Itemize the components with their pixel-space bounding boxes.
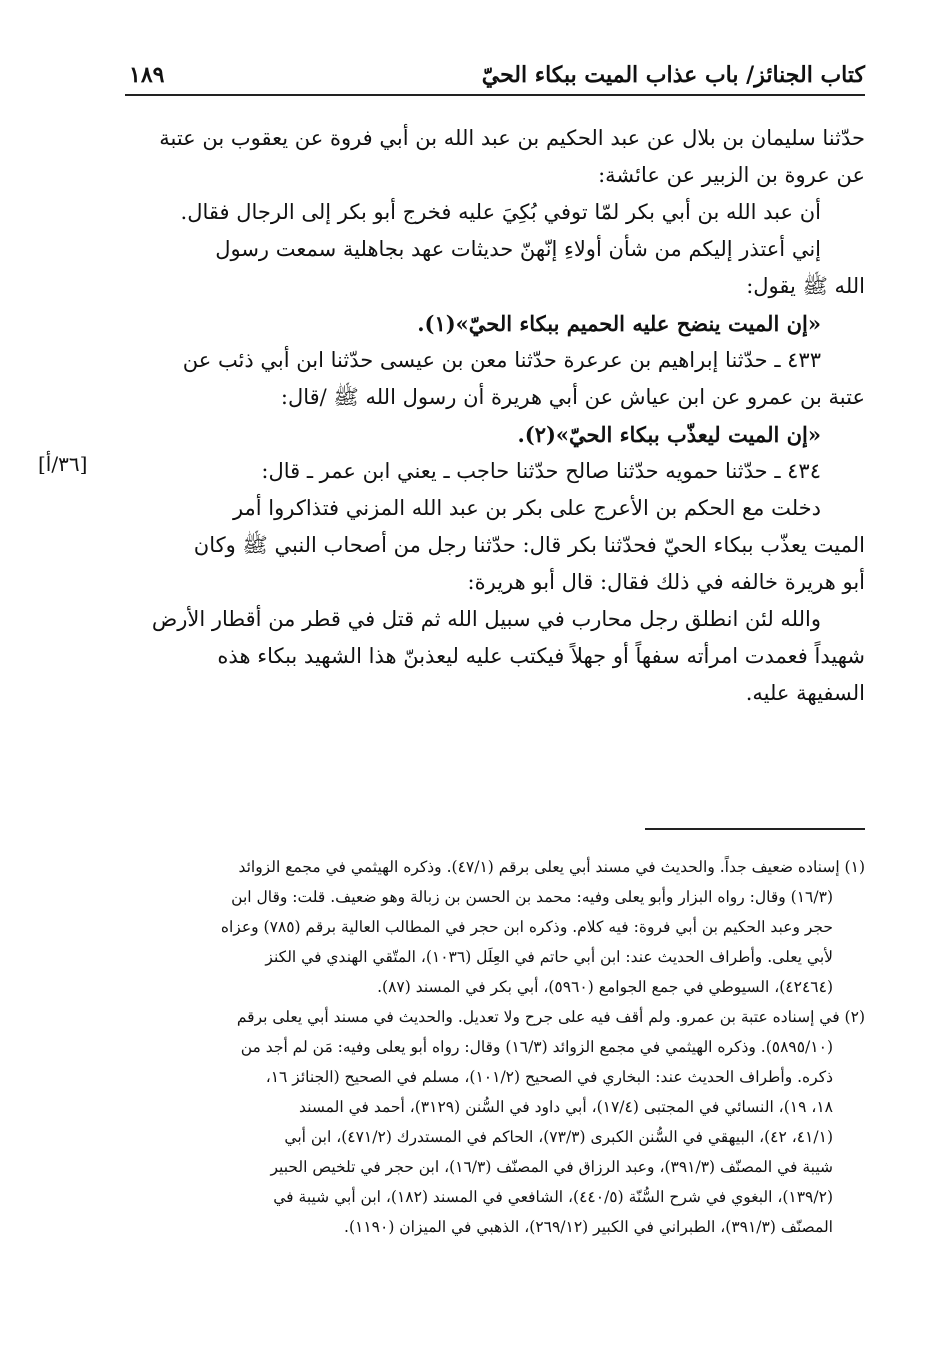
footnotes	[125, 852, 865, 1242]
footnote-line: (١) إسناده ضعيف جداً. والحديث في مسند أبي يعلى برقم (٤٧/١). وذكره الهيثمي في مجمع الزوائد	[238, 858, 865, 876]
page-number: ١٨٩	[129, 62, 165, 88]
manuscript-folio-note: [٣٦/أ]	[38, 452, 88, 476]
footnote-line: (١٣٩/٢)، البغوي في شرح السُّنّة (٤٤٠/٥)، الشافعي في المسند (١٨٢)، ابن أبي شيبة في	[273, 1188, 833, 1206]
footnote-line: حجر وعبد الحكيم بن أبي فروة: فيه كلام. وذكره ابن حجر في المطالب العالية برقم (٧٨٥) وعزاه	[220, 918, 833, 936]
hadith-text: «إن الميت ينضح عليه الحميم ببكاء الحيّ»(١).	[417, 311, 821, 336]
text-line: عتبة بن عمرو عن ابن عياش عن أبي هريرة أن رسول الله ﷺ /قال:	[280, 385, 865, 409]
text-line: عن عروة بن الزبير عن عائشة:	[598, 163, 865, 187]
text-line: والله لئن انطلق رجل محارب في سبيل الله ثم قتل في قطر من أقطار الأرض	[151, 607, 821, 631]
main-text	[125, 120, 865, 712]
hadith-number-line: ٤٣٤ ـ حدّثنا حمويه حدّثنا صالح حدّثنا حاجب ـ يعني ابن عمر ـ قال:	[261, 459, 821, 483]
footnote-line: (٤٢٤٦٤)، السيوطي في جمع الجوامع (٥٩٦٠)، أبي بكر في المسند (٨٧).	[377, 978, 833, 996]
footnote-line: ١٨، ١٩)، النسائي في المجتبى (١٧/٤)، أبي داود في السُّنن (٣١٢٩)، أحمد في المسند	[299, 1098, 833, 1116]
text-line: أن عبد الله بن أبي بكر لمّا توفي بُكِيَ عليه فخرج أبو بكر إلى الرجال فقال.	[180, 200, 821, 224]
text-line: حدّثنا سليمان بن بلال عن عبد الحكيم بن عبد الله بن أبي فروة عن يعقوب بن عتبة	[159, 126, 865, 150]
text-line: أبو هريرة خالفه في ذلك فقال: قال أبو هريرة:	[467, 570, 865, 594]
hadith-text: «إن الميت ليعذّب ببكاء الحيّ»(٢).	[517, 422, 821, 447]
footnote-line: لأبي يعلى. وأطراف الحديث عند: ابن أبي حاتم في العِلَل (١٠٣٦)، المتّقي الهندي في الكنز	[265, 948, 833, 966]
footnote-line: (٥٨٩٥/١٠). وذكره الهيثمي في مجمع الزوائد (١٦/٣) وقال: رواه أبو يعلى وفيه: مَن لم أجد من	[240, 1038, 833, 1056]
footnote-line: ذكره. وأطراف الحديث عند: البخاري في الصحيح (١٠١/٢)، مسلم في الصحيح (الجنائز ١٦،	[265, 1068, 833, 1086]
text-line: إني أعتذر إليكم من شأن أولاءِ إنّهنّ حديثات عهد بجاهلية سمعت رسول	[215, 237, 821, 261]
text-line: الميت يعذّب ببكاء الحيّ فحدّثنا بكر قال: حدّثنا رجل من أصحاب النبي ﷺ وكان	[193, 533, 865, 557]
text-line: دخلت مع الحكم بن الأعرج على بكر بن عبد الله المزني فتذاكروا أمر	[232, 496, 821, 520]
text-line: السفيهة عليه.	[745, 681, 865, 705]
footnote-line: (٢) في إسناده عتبة بن عمرو. ولم أقف فيه على جرح ولا تعديل. والحديث في مسند أبي يعلى برقم	[236, 1008, 865, 1026]
footnote-line: (١٦/٣) وقال: رواه البزار وأبو يعلى وفيه: محمد بن الحسن بن زبالة وهو ضعيف. قلت: وقال ابن	[231, 888, 833, 906]
footnote-line: المصنّف (٣٩١/٣)، الطبراني في الكبير (٢٦٩/١٢)، الذهبي في الميزان (١١٩٠).	[344, 1218, 833, 1236]
running-header	[125, 60, 865, 96]
hadith-number-line: ٤٣٣ ـ حدّثنا إبراهيم بن عرعرة حدّثنا معن بن عيسى حدّثنا ابن أبي ذئب عن	[182, 348, 821, 372]
footnote-line: (٤١/١، ٤٢)، البيهقي في السُّنن الكبرى (٧٣/٣)، الحاكم في المستدرك (٤٧١/٢)، ابن أبي	[284, 1128, 833, 1146]
text-line: شهيداً فعمدت امرأته سفهاً أو جهلاً فيكتب عليه ليعذبنّ هذا الشهيد ببكاء هذه	[217, 644, 865, 668]
chapter-title: كتاب الجنائز/ باب عذاب الميت ببكاء الحيّ	[481, 62, 865, 88]
text-line: الله ﷺ يقول:	[746, 274, 865, 298]
footnote-line: شيبة في المصنّف (٣٩١/٣)، وعبد الرزاق في المصنّف (١٦/٣)، ابن حجر في تلخيص الحبير	[270, 1158, 833, 1176]
footnote-divider	[645, 828, 865, 830]
